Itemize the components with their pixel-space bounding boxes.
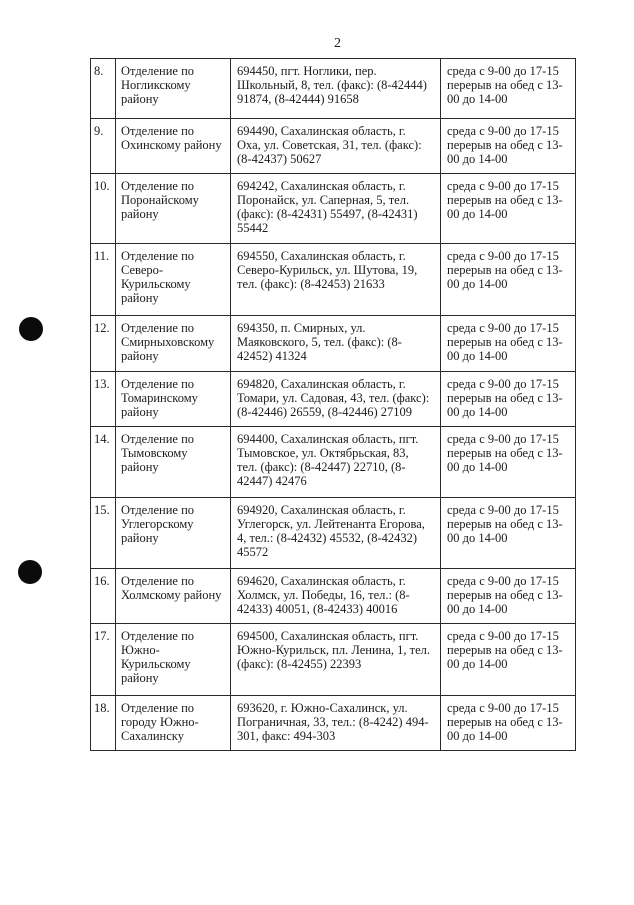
address-cell: 694820, Сахалинская область, г. Томари, ул. Садовая, 43, тел. (факс): (8-42446) 26559, (8-42446) 27109	[231, 372, 441, 427]
row-number: 13.	[91, 372, 116, 427]
department-cell: Отделение по Углегорскому району	[116, 498, 231, 569]
row-number: 8.	[91, 59, 116, 119]
schedule-cell: среда с 9-00 до 17-15 перерыв на обед с 13- 00 до 14-00	[441, 498, 576, 569]
schedule-cell: среда с 9-00 до 17-15 перерыв на обед с 13- 00 до 14-00	[441, 316, 576, 372]
department-cell: Отделение по Северо- Курильскому району	[116, 244, 231, 316]
row-number: 9.	[91, 119, 116, 174]
department-cell: Отделение по Смирныховскому району	[116, 316, 231, 372]
address-cell: 694490, Сахалинская область, г. Оха, ул. Советская, 31, тел. (факс): (8-42437) 50627	[231, 119, 441, 174]
table-row	[91, 624, 576, 696]
table-row	[91, 174, 576, 244]
schedule-cell: среда с 9-00 до 17-15 перерыв на обед с 13- 00 до 14-00	[441, 372, 576, 427]
schedule-cell: среда с 9-00 до 17-15 перерыв на обед с 13- 00 до 14-00	[441, 244, 576, 316]
table-row	[91, 316, 576, 372]
row-number: 11.	[91, 244, 116, 316]
department-cell: Отделение по городу Южно- Сахалинску	[116, 696, 231, 751]
department-cell: Отделение по Охинскому району	[116, 119, 231, 174]
department-cell: Отделение по Холмскому району	[116, 569, 231, 624]
department-cell: Отделение по Южно- Курильскому району	[116, 624, 231, 696]
department-cell: Отделение по Томаринскому району	[116, 372, 231, 427]
table-row	[91, 427, 576, 498]
offices-table	[90, 58, 576, 751]
address-cell: 694620, Сахалинская область, г. Холмск, ул. Победы, 16, тел.: (8- 42433) 40051, (8-42433) 40016	[231, 569, 441, 624]
address-cell: 694920, Сахалинская область, г. Углегорск, ул. Лейтенанта Егорова, 4, тел.: (8-42432) 45532, (8-42432) 45572	[231, 498, 441, 569]
address-cell: 694400, Сахалинская область, пгт. Тымовское, ул. Октябрьская, 83, тел. (факс): (8-42447) 22710, (8- 42447) 42476	[231, 427, 441, 498]
row-number: 15.	[91, 498, 116, 569]
row-number: 16.	[91, 569, 116, 624]
table-row	[91, 119, 576, 174]
table-row	[91, 696, 576, 751]
address-cell: 694450, пгт. Ноглики, пер. Школьный, 8, тел. (факс): (8-42444) 91874, (8-42444) 91658	[231, 59, 441, 119]
schedule-cell: среда с 9-00 до 17-15 перерыв на обед с 13- 00 до 14-00	[441, 174, 576, 244]
address-cell: 694350, п. Смирных, ул. Маяковского, 5, тел. (факс): (8- 42452) 41324	[231, 316, 441, 372]
department-cell: Отделение по Тымовскому району	[116, 427, 231, 498]
schedule-cell: среда с 9-00 до 17-15 перерыв на обед с 13- 00 до 14-00	[441, 569, 576, 624]
table-row	[91, 498, 576, 569]
address-cell: 694550, Сахалинская область, г. Северо-Курильск, ул. Шутова, 19, тел. (факс): (8-42453) 21633	[231, 244, 441, 316]
row-number: 10.	[91, 174, 116, 244]
address-cell: 693620, г. Южно-Сахалинск, ул. Пограничная, 33, тел.: (8-4242) 494- 301, факс: 494-303	[231, 696, 441, 751]
punch-hole-mark	[18, 560, 42, 584]
row-number: 18.	[91, 696, 116, 751]
table-row	[91, 244, 576, 316]
department-cell: Отделение по Поронайскому району	[116, 174, 231, 244]
schedule-cell: среда с 9-00 до 17-15 перерыв на обед с 13- 00 до 14-00	[441, 624, 576, 696]
row-number: 17.	[91, 624, 116, 696]
row-number: 14.	[91, 427, 116, 498]
address-cell: 694500, Сахалинская область, пгт. Южно-Курильск, пл. Ленина, 1, тел. (факс): (8-42455) 22393	[231, 624, 441, 696]
table-row	[91, 372, 576, 427]
punch-hole-mark	[19, 317, 43, 341]
page-number: 2	[334, 36, 341, 51]
department-cell: Отделение по Ногликскому району	[116, 59, 231, 119]
address-cell: 694242, Сахалинская область, г. Поронайск, ул. Саперная, 5, тел. (факс): (8-42431) 55497, (8-42431) 55442	[231, 174, 441, 244]
table-row	[91, 59, 576, 119]
schedule-cell: среда с 9-00 до 17-15 перерыв на обед с 13- 00 до 14-00	[441, 427, 576, 498]
schedule-cell: среда с 9-00 до 17-15 перерыв на обед с 13- 00 до 14-00	[441, 59, 576, 119]
table-row	[91, 569, 576, 624]
row-number: 12.	[91, 316, 116, 372]
schedule-cell: среда с 9-00 до 17-15 перерыв на обед с 13- 00 до 14-00	[441, 696, 576, 751]
schedule-cell: среда с 9-00 до 17-15 перерыв на обед с 13- 00 до 14-00	[441, 119, 576, 174]
